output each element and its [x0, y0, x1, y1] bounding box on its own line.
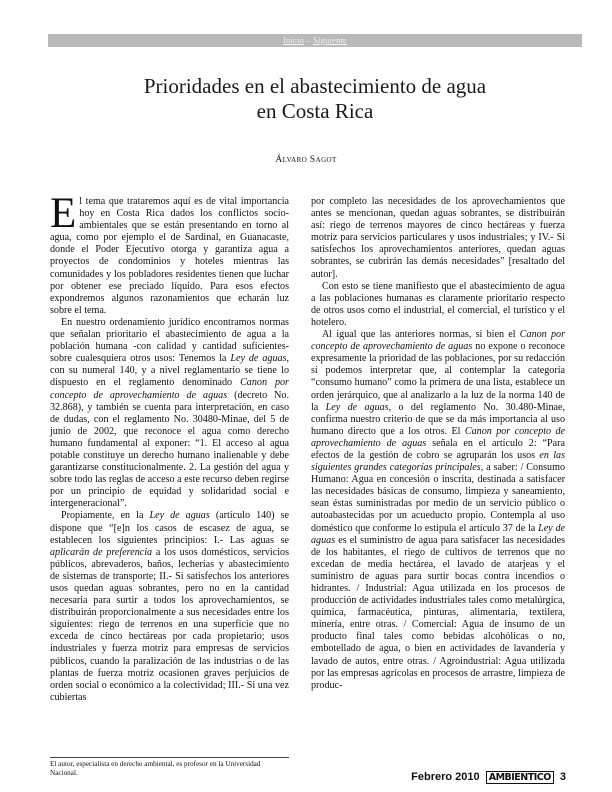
paragraph-text: Al igual que las anteriores normas, si bien el: [322, 329, 520, 341]
paragraph-text: l tema que trataremos aquí es de vital importancia hoy en Costa Rica dados los conflictos socio-ambientales que se están presentando en torno al agua, como por ejemplo el de Sardinal, en Guanacaste, donde el Poder Ejecutivo otorga y garantiza agua a proyectos de condominios y hoteles mientras las comunidades y los pobladores residentes tienen que luchar por obtener ese preciado líquido. Para esos efectos expondremos algunos razonamientos que echarán luz sobre el tema.: [50, 196, 289, 316]
nav-links: [48, 34, 582, 47]
author-byline: Álvaro Sagot: [275, 155, 337, 165]
italic-text: aplicarán de preferencia: [50, 546, 153, 558]
article-title: [90, 74, 540, 124]
paragraph: [50, 317, 289, 511]
nav-link-siguiente[interactable]: Siguiente: [313, 35, 348, 45]
paragraph-text: , a saber: / Consumo Humano: Agua en concesión o inscrita, destinada a satisfacer las necesidades básicas de consumo, limpieza y saneamiento, sean éstas suministradas por medio de un servicio público o autoabastecidas por un acueducto propio. Contempla al uso doméstico que conforme lo estipula el artículo 37 de la: [311, 462, 566, 534]
title-line-1: Prioridades en el abastecimiento de agua: [143, 74, 487, 98]
italic-text: Ley de aguas: [311, 522, 565, 546]
drop-cap: E: [50, 190, 77, 237]
italic-text: Ley de aguas: [325, 401, 389, 413]
paragraph-text: es el suministro de agua para satisfacer las necesidades de los habitantes, el riego de cultivos de terrenos que no excedan de media hectárea, el lavado de atarjeas y el suministro de aguas para surtir bocas contra incendios o hidrantes. / Industrial: Agua utilizada en los procesos de producción de actividades industriales tales como metalúrgica, química, farmacéutica, pinturas, alimentaria, textilera, minería, entre otras. / Comercial: Agua de insumo de un producto final tales como bebidas alcohólicas o no, embotellado de agua, o bien en actividades de lavandería y lavado de autos, entre otras. / Agroindustrial: Agua utilizada por las empresas agrícolas en procesos de arrastre, limpieza de produc-: [311, 534, 565, 691]
left-column: [50, 190, 290, 704]
italic-text: Ley de aguas: [149, 510, 210, 522]
paragraph: [311, 329, 565, 692]
italic-text: Canon por concepto de aprovechamiento de aguas: [311, 329, 565, 353]
paragraph-text: , o del reglamento No. 30.480-Minae, confirma nuestro criterio de que se da más importancia al uso humano directo que a los otros. El: [311, 401, 566, 437]
paragraph: [50, 510, 289, 704]
italic-text: Ley de aguas: [230, 353, 287, 365]
paragraph-text: Propiamente, en la: [61, 510, 150, 522]
paragraph: por completo las necesidades de los aprovechamientos que antes se mencionan, quedan aguas sobrantes, se distribuirán así: riego de terrenos mayores de cinco hectáreas y fuerza motriz para servicios particulares y usos industriales; y IV.- Si satisfechos los aprovechamientos anteriores, quedan aguas sobrantes, se cubrirán las demás necesidades” [resaltado del autor].: [311, 196, 565, 280]
author-footnote: El autor, especialista en derecho ambiental, es profesor en la Universidad Nacional.: [50, 760, 261, 777]
paragraph-text: En nuestro ordenamiento jurídico encontramos normas que señalan prioritario el abastecimiento de agua a la población humana -con calidad y cantidad suficientes- sobre cualesquiera otros usos: Tenemos la: [50, 316, 289, 365]
page-number: 3: [559, 771, 566, 783]
paragraph: [50, 190, 289, 317]
paragraph-text: , con su numeral 140, y a nivel reglamentario se tiene lo dispuesto en el reglamento denominado: [50, 353, 290, 389]
nav-separator: –: [304, 35, 314, 45]
paragraph-text: (artículo 140) se dispone que “[e]n los casos de escasez de agua, se establecen los siguientes principios: I.- Las aguas se: [50, 510, 290, 546]
right-column: [311, 196, 565, 692]
title-line-2: en Costa Rica: [256, 99, 374, 123]
paragraph-text: señala en el artículo 2: “Para efectos de la gestión de cobro se agruparán los usos: [311, 437, 565, 461]
paragraph-text: a los usos domésticos, servicios públicos, abrevaderos, baños, lecherías y abastecimiento de sistemas de transporte; II.- Si satisfechos los anteriores usos quedan aguas sobrantes, pero no en la cantidad necesaria para surtir a todos los aprovechamientos, se distribuirán proporcionalmente a sus necesidades entre los siguientes: riego de terrenos en una superficie que no exceda de cinco hectáreas por cada propietario; usos industriales y fuerza motriz para empresas de servicios públicos, cuando la paralización de las industrias o de las plantas de fuerza motriz ocasionen graves perjuicios de orden social o económico a la colectividad; III.- Si una vez cubiertas: [50, 546, 289, 703]
magazine-logo: AMBIENTICO: [486, 771, 554, 784]
page-footer: [411, 771, 566, 783]
italic-text: Canon por concepto de aprovechamiento de aguas: [50, 377, 289, 401]
paragraph: Con esto se tiene manifiesto que el abastecimiento de agua a las poblaciones humanas es claramente prioritario respecto de otros usos como el industrial, el comercial, el turístico y el hotelero.: [311, 280, 565, 328]
italic-text: en las siguientes grandes categorías principales: [311, 449, 565, 474]
navigation-bar: [48, 34, 582, 47]
italic-text: Canon por concepto de aprovechamiento de aguas: [311, 425, 565, 449]
paragraph-text: no expone o reconoce expresamente la prioridad de las poblaciones, por su redacción sí podemos interpretar que, al contemplar la categoría “consumo humano” como la primera de una lista, establece un orden jerárquico, que al analizarlo a la luz de la norma 140 de la: [311, 341, 565, 413]
paragraph-text: (decreto No. 32.868), y también se cuenta para interpretación, en caso de dudas, con el reglamento No. 30480-Minae, del 5 de junio de 2002, que reconoce el agua como derecho humano fundamental al exponer: “1. El acceso al agua potable constituye un derecho humano inalienable y debe garantizarse constitucionalmente. 2. La gestión del agua y sobre todo las reglas de acceso a este recurso deben regirse por un principio de equidad y solidaridad social e intergeneracional”.: [50, 389, 289, 510]
issue-date: Febrero 2010: [411, 771, 480, 783]
footnote-divider: [50, 757, 289, 758]
nav-link-inicio[interactable]: Inicio: [282, 35, 304, 45]
